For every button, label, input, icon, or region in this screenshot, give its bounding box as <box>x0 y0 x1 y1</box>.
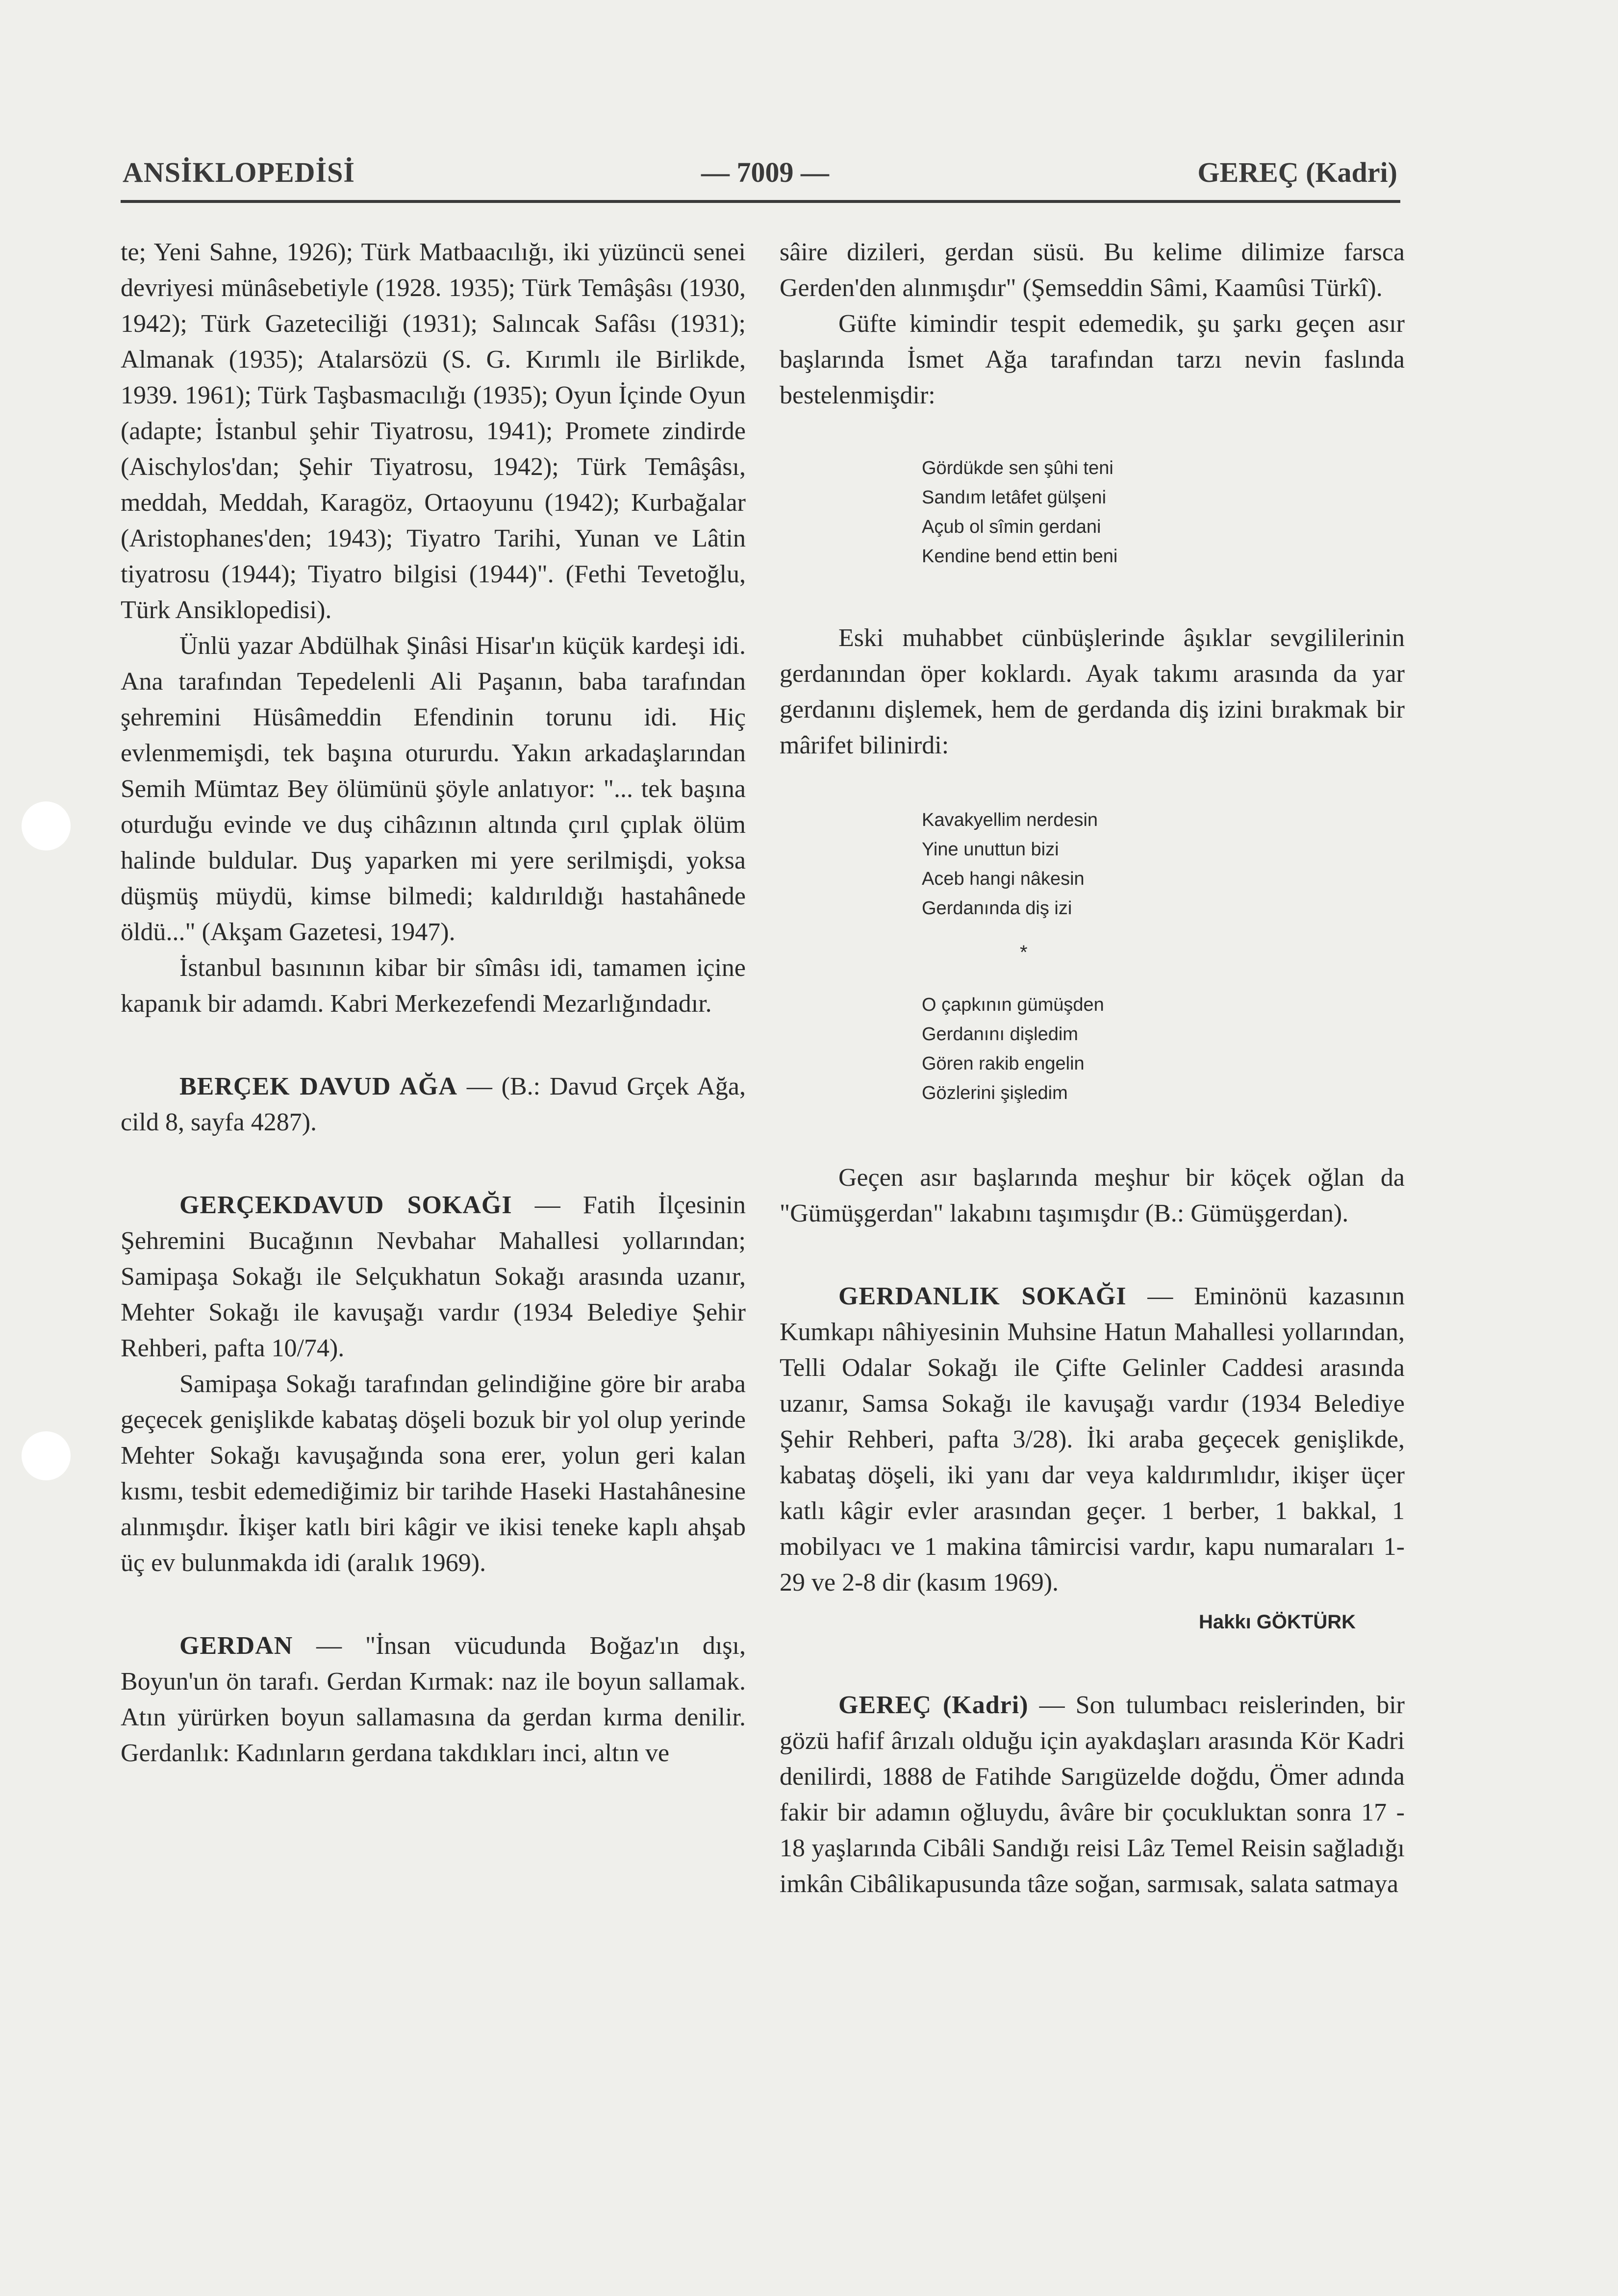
entry-heading: BERÇEK DAVUD AĞA <box>179 1073 457 1100</box>
poem-line: Gerdanını dişledim <box>922 1024 1078 1045</box>
header-rule <box>121 200 1400 203</box>
entry-heading: GERDAN <box>179 1632 293 1660</box>
paragraph: te; Yeni Sahne, 1926); Türk Matbaacılığı, iki yüzüncü senei devriyesi münâsebetiyle (1928. 1935); Türk Temâşâsı (1930, 1942); Türk Gazeteciliği (1931); Salıncak Safâsı (1931); Almanak (1935); Atalarsözü (S. G. Kırımlı ile Birlikde, 1939. 1961); Türk Taşbasmacılığı (1935); Oyun İçinde Oyun (adapte; İstanbul şehir Tiyatrosu, 1941); Promete zindirde (Aischylos'dan; Şehir Tiyatrosu, 1942); Türk Temâşâsı, meddah, Meddah, Karagöz, Ortaoyunu (1942); Kurbağalar (Aristophanes'den; 1943); Tiyatro Tarihi, Yunan ve Lâtin tiyatrosu (1944); Tiyatro bilgisi (1944)". (Fethi Tevetoğlu, Türk Ansiklopedisi). <box>121 238 746 624</box>
entry-gerdan <box>121 1628 746 1771</box>
right-column <box>780 234 1405 1902</box>
entry-heading: GERÇEKDAVUD SOKAĞI <box>179 1191 512 1219</box>
poem-line: Sandım letâfet gülşeni <box>922 487 1107 508</box>
entry-text: — (B.: Davud Grçek Ağa, cild 8, sayfa 4287). <box>121 1073 746 1136</box>
paragraph: Samipaşa Sokağı tarafından gelindiğine göre bir araba geçecek genişlikde kabataş döşeli bozuk bir yol olup yerinde Mehter Sokağı kavuşağında sona erer, yolun geri kalan kısmı, tesbit edemediğimiz bir tarihde Haseki Hastahânesine alınmışdır. İkişer katlı biri kâgir ve ikisi teneke kaplı ahşab üç ev bulunmakda idi (aralık 1969). <box>121 1370 746 1577</box>
paragraph: Güfte kimindir tespit edemedik, şu şarkı geçen asır başlarında İsmet Ağa tarafından tarzı nevin faslında bestelenmişdir: <box>780 310 1405 409</box>
header-title: ANSİKLOPEDİSİ <box>123 156 355 188</box>
poem-line: Gördükde sen şûhi teni <box>922 458 1113 478</box>
poem-stanza <box>780 805 1405 923</box>
left-column <box>121 234 746 1771</box>
paragraph: Ünlü yazar Abdülhak Şinâsi Hisar'ın küçük kardeşi idi. Ana tarafından Tepedelenli Ali Paşanın, baba tarafından şehremini Hüsâmeddin Efendinin torunu idi. Hiç evlenmemişdi, tek başına otururdu. Yakın arkadaşlarından Semih Mümtaz Bey ölümünü şöyle anlatıyor: "... tek başına oturduğu evinde ve duş cihâzının altında çırıl çıplak ölüm halinde buldular. Duş yaparken mi yere serilmişdi, yoksa düşmüş müydü, kimse bilmedi; kaldırıldığı hastahânede öldü..." (Akşam Gazetesi, 1947). <box>121 632 746 946</box>
paragraph: Eski muhabbet cünbüşlerinde âşıklar sevgililerinin gerdanından öper koklardı. Ayak takımı arasında da yar gerdanını dişlemek, hem de gerdanda diş izini bırakmak bir mârifet bilinirdi: <box>780 624 1405 759</box>
poem-line: Aceb hangi nâkesin <box>922 869 1085 889</box>
entry-text: — Eminönü kazasının Kumkapı nâhiyesinin Muhsine Hatun Mahallesi yollarından, Telli Odalar Sokağı ile Çifte Gelinler Caddesi arasında uzanır, Samsa Sokağı ile kavuşağı vardır (1934 Belediye Şehir Rehberi, pafta 3/28). İki araba geçecek genişlikde, kabataş döşeli, iki yanı dar veya kaldırımlıdır, ikişer üçer katlı kâgir evler arasından geçer. 1 berber, 1 bakkal, 1 mobilyacı ve 1 makina tâmircisi vardır, kapu numaraları 1-29 ve 2-8 dir (kasım 1969). <box>780 1282 1405 1597</box>
paragraph: İstanbul basınının kibar bir sîmâsı idi, tamamen içine kapanık bir adamdı. Kabri Merkezefendi Mezarlığındadır. <box>121 954 746 1018</box>
poem-stanza <box>780 990 1405 1108</box>
entry-gercekdavud-sokagi <box>121 1187 746 1366</box>
entry-text: — "İnsan vücudunda Boğaz'ın dışı, Boyun'un ön tarafı. Gerdan Kırmak: naz ile boyun sallamak. Atın yürürken boyun sallamasına da gerdan kırma denilir. Gerdanlık: Kadınların gerdana takdıkları inci, altın ve <box>121 1632 746 1767</box>
poem-stanza <box>780 453 1405 571</box>
entry-heading: GERDANLIK SOKAĞI <box>838 1282 1127 1310</box>
poem-line: Gerdanında diş izi <box>922 898 1072 919</box>
binder-hole-bottom <box>22 1431 71 1480</box>
entry-gerec-kadri <box>780 1687 1405 1902</box>
entry-heading: GEREÇ (Kadri) <box>838 1691 1029 1719</box>
poem-line: Açub ol sîmin gerdani <box>922 517 1101 537</box>
author-signature: Hakkı GÖKTÜRK <box>1198 1611 1356 1633</box>
poem-line: O çapkının gümüşden <box>922 995 1104 1015</box>
page-header <box>123 156 1397 195</box>
entry-text: — Fatih İlçesinin Şehremini Bucağının Nevbahar Mahallesi yollarından; Samipaşa Sokağı ile Selçukhatun Sokağı arasında uzanır, Mehter Sokağı ile kavuşağı vardır (1934 Belediye Şehir Rehberi, pafta 10/74). <box>121 1191 746 1362</box>
binder-hole-top <box>22 801 71 850</box>
entry-gerdanlik-sokagi <box>780 1278 1405 1600</box>
poem-line: Kavakyellim nerdesin <box>922 810 1098 830</box>
entry-text: — Son tulumbacı reislerinden, bir gözü hafif ârızalı olduğu için ayakdaşları arasında Kör Kadri denilirdi, 1888 de Fatihde Sarıgüzelde doğdu, Ömer adında fakir bir adamın oğluydu, âvâre bir çocukluktan sonra 17 - 18 yaşlarında Cibâli Sandığı reisi Lâz Temel Reisin sağladığı imkân Cibâlikapusunda tâze soğan, sarmısak, salata satmaya <box>780 1691 1405 1898</box>
page-number: — 7009 — <box>701 156 829 188</box>
entry-berçek-davud-aga <box>121 1069 746 1140</box>
poem-line: Kendine bend ettin beni <box>922 546 1118 567</box>
stanza-separator: * <box>1020 942 1028 963</box>
poem-line: Gözlerini şişledim <box>922 1083 1068 1103</box>
paragraph: Geçen asır başlarında meşhur bir köçek oğlan da "Gümüşgerdan" lakabını taşımışdır (B.: Gümüşgerdan). <box>780 1164 1405 1227</box>
poem-line: Yine unuttun bizi <box>922 839 1059 860</box>
paragraph: sâire dizileri, gerdan süsü. Bu kelime dilimize farsca Gerden'den alınmışdır" (Şemseddin Sâmi, Kaamûsi Türkî). <box>780 238 1405 302</box>
header-entry: GEREÇ (Kadri) <box>1197 156 1397 188</box>
poem-line: Gören rakib engelin <box>922 1053 1085 1074</box>
